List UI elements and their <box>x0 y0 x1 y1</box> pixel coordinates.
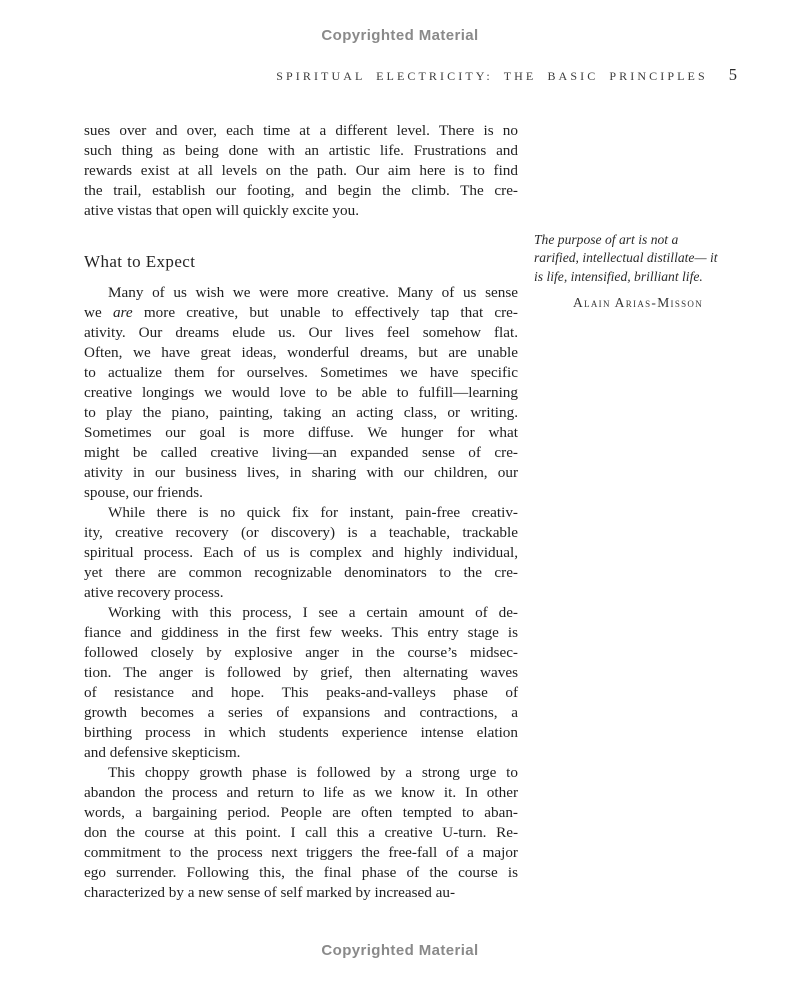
body-text-column <box>84 121 518 903</box>
text-line: of resistance and hope. This peaks-and-valleys phase of <box>84 684 518 701</box>
text-line: we are more creative, but unable to effectively tap that cre- <box>84 304 518 321</box>
quote-line: is life, intensified, brilliant life. <box>534 268 703 284</box>
text-line: growth becomes a series of expansions and contractions, a <box>84 704 518 721</box>
text-line: While there is no quick fix for instant, pain-free creativ- <box>108 504 518 521</box>
text-line: spiritual process. Each of us is complex and highly individual, <box>84 544 518 561</box>
paragraph <box>84 503 518 603</box>
text-line: might be called creative living—an expanded sense of cre- <box>84 444 518 461</box>
running-head <box>276 65 737 85</box>
section-heading: What to Expect <box>84 252 196 271</box>
text-line: spouse, our friends. <box>84 484 203 501</box>
quote-attribution: Alain Arias-Misson <box>573 294 704 310</box>
paragraph <box>84 121 518 221</box>
text-line: ativity in our business lives, in sharing with our children, our <box>84 464 518 481</box>
text-line: fiance and giddiness in the first few weeks. This entry stage is <box>84 624 518 641</box>
text-line: rewards exist at all levels on the path. Our aim here is to find <box>84 162 518 179</box>
text-line: creative longings we would love to be able to fulfill—learning <box>84 384 518 401</box>
text-line: don the course at this point. I call this a creative U-turn. Re- <box>84 824 518 841</box>
text-line: ative recovery process. <box>84 584 224 601</box>
text-line: ity, creative recovery (or discovery) is a teachable, trackable <box>84 524 518 541</box>
text-line: to play the piano, painting, taking an acting class, or writing. <box>84 404 518 421</box>
text-line: sues over and over, each time at a different level. There is no <box>84 122 518 139</box>
text-line: and defensive skepticism. <box>84 744 241 761</box>
text-line: such thing as being done with an artistic life. Frustrations and <box>84 142 518 159</box>
copyright-notice-bottom: Copyrighted Material <box>321 942 479 959</box>
text-line: characterized by a new sense of self marked by increased au- <box>84 884 456 901</box>
text-line: birthing process in which students experience intense elation <box>84 724 518 741</box>
text-line: Often, we have great ideas, wonderful dreams, but are unable <box>84 344 518 361</box>
text-line: abandon the process and return to life as we know it. In other <box>84 784 518 801</box>
paragraph <box>84 763 518 903</box>
text-line: Sometimes our goal is more diffuse. We hunger for what <box>84 424 518 441</box>
text-line: Working with this process, I see a certain amount of de- <box>108 604 518 621</box>
quote-line: The purpose of art is not a <box>534 232 679 247</box>
text-line: ative vistas that open will quickly excite you. <box>84 202 359 219</box>
text-line: to actualize them for ourselves. Sometimes we have specific <box>84 364 518 381</box>
text-line: yet there are common recognizable denominators to the cre- <box>84 564 518 581</box>
text-line: Many of us wish we were more creative. Many of us sense <box>108 284 518 301</box>
text-line: ego surrender. Following this, the final phase of the course is <box>84 864 518 881</box>
paragraph <box>84 603 518 763</box>
text-line: tion. The anger is followed by grief, then alternating waves <box>84 664 518 681</box>
copyright-notice-top: Copyrighted Material <box>321 27 479 44</box>
quote-line: rarified, intellectual distillate— it <box>534 250 718 266</box>
text-line: This choppy growth phase is followed by a strong urge to <box>108 764 518 781</box>
opening-paragraph-slot <box>84 121 518 221</box>
section-paragraphs-slot <box>84 283 518 903</box>
text-line: followed closely by explosive anger in the course’s midsec- <box>84 644 518 661</box>
text-line: words, a bargaining period. People are often tempted to aban- <box>84 804 518 821</box>
text-line: the trail, establish our footing, and begin the climb. The cre- <box>84 182 518 199</box>
margin-quote-lines <box>534 231 720 286</box>
text-line: ativity. Our dreams elude us. Our lives feel somehow flat. <box>84 324 518 341</box>
page-number: 5 <box>728 65 737 84</box>
text-line: commitment to the process next triggers the free-fall of a major <box>84 844 518 861</box>
chapter-title: SPIRITUAL ELECTRICITY: THE BASIC PRINCIPLES <box>276 69 708 83</box>
margin-quote <box>534 231 720 311</box>
paragraph <box>84 283 518 503</box>
